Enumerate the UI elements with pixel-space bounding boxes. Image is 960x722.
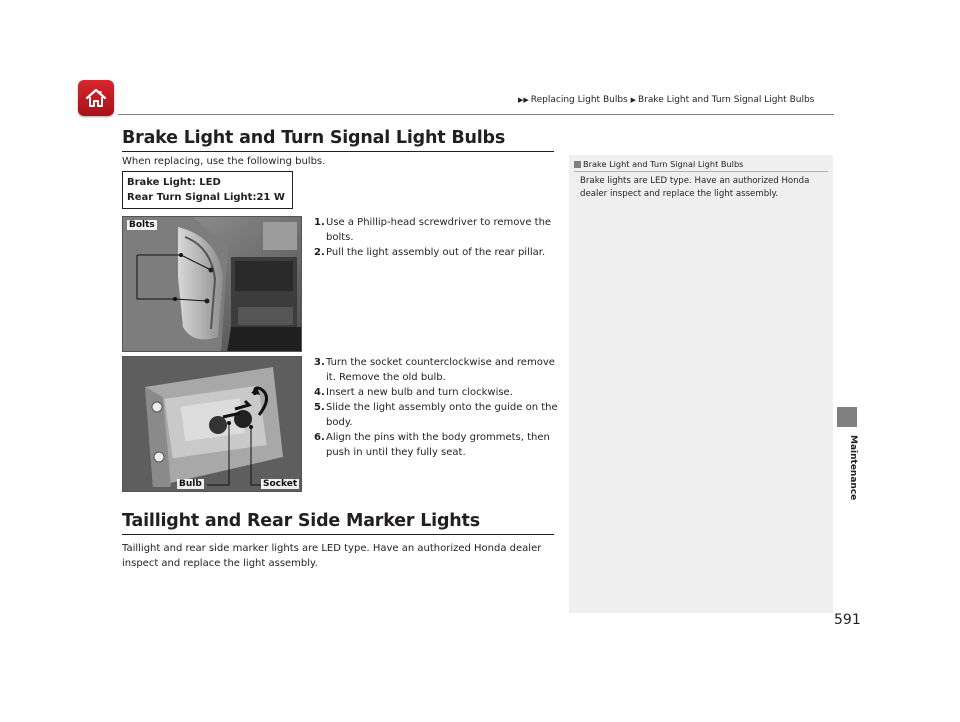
steps-group-1 <box>314 215 560 260</box>
step-1: 1. Use a Phillip-head screwdriver to remove the bolts. <box>314 217 552 243</box>
rear-pillar-illustration <box>123 217 302 352</box>
header-divider <box>118 114 834 115</box>
section-title-rule <box>122 151 554 152</box>
step-3: 3. Turn the socket counterclockwise and remove it. Remove the old bulb. <box>314 357 555 383</box>
photo-rear-pillar-bolts <box>122 216 302 352</box>
steps-group-2 <box>314 355 560 460</box>
section-title-taillight: Taillight and Rear Side Marker Lights <box>122 511 480 531</box>
bulb-spec-turn-signal: Rear Turn Signal Light:21 W <box>127 192 285 203</box>
section-title-brake-light: Brake Light and Turn Signal Light Bulbs <box>122 128 506 148</box>
step-4: 4. Insert a new bulb and turn clockwise. <box>314 387 513 398</box>
breadcrumb-arrow-icon: ▶▶ <box>518 96 529 104</box>
photo-label-socket: Socket <box>263 479 298 489</box>
page-number: 591 <box>834 612 861 628</box>
photo-label-bulb: Bulb <box>179 479 202 489</box>
note-title: Brake Light and Turn Signal Light Bulbs <box>574 159 743 169</box>
side-tab-maintenance[interactable]: Maintenance <box>848 435 858 501</box>
breadcrumb-link-replacing-light-bulbs[interactable]: Replacing Light Bulbs <box>530 95 628 105</box>
step-6: 6. Align the pins with the body grommets, then push in until they fully seat. <box>314 432 550 458</box>
home-icon <box>84 86 108 110</box>
bulb-spec-brake: Brake Light: LED <box>127 177 221 188</box>
note-divider <box>574 171 828 172</box>
side-note-panel <box>569 155 833 613</box>
photo-light-assembly-socket <box>122 356 302 492</box>
taillight-paragraph: Taillight and rear side marker lights are LED type. Have an authorized Honda dealer inspect and replace the light assembly. <box>122 543 542 569</box>
home-button[interactable] <box>78 80 114 116</box>
step-2: 2. Pull the light assembly out of the rear pillar. <box>314 247 546 258</box>
intro-text: When replacing, use the following bulbs. <box>122 156 326 167</box>
side-tab-marker[interactable] <box>837 407 857 427</box>
note-body: Brake lights are LED type. Have an authorized Honda dealer inspect and replace the light assembly. <box>580 176 810 199</box>
light-assembly-illustration <box>123 357 302 492</box>
breadcrumb-current: Brake Light and Turn Signal Light Bulbs <box>638 95 815 105</box>
breadcrumb-arrow-icon: ▶ <box>630 96 636 104</box>
section-title-rule <box>122 534 554 535</box>
bulb-spec-box <box>122 171 293 209</box>
step-5: 5. Slide the light assembly onto the guide on the body. <box>314 402 558 428</box>
photo-label-bolts: Bolts <box>129 220 155 230</box>
breadcrumb <box>518 95 814 105</box>
note-icon <box>574 161 581 168</box>
